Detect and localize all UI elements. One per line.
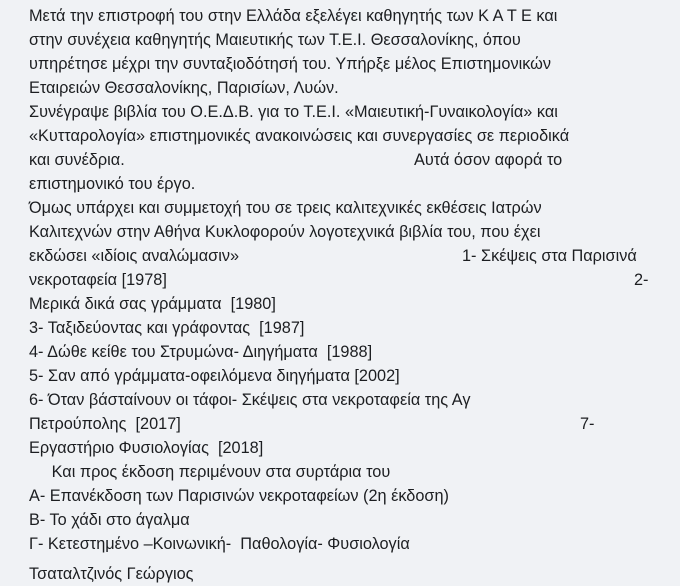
- post-line: στην συνέχεια καθηγητής Μαιευτικής των Τ.Ε.Ι. Θεσσαλονίκης, όπου: [29, 31, 521, 49]
- author-signature: Τσαταλτζινός Γεώργιος: [29, 565, 194, 583]
- post-line: νεκροταφεία [1978]: [29, 271, 167, 289]
- post-line: εκδώσει «ιδίοις αναλώμασιν»: [29, 247, 240, 265]
- post-line: και συνέδρια.: [29, 151, 125, 169]
- post-line: Εργαστήριο Φυσιολογίας [2018]: [29, 439, 264, 457]
- post-line: Όμως υπάρχει και συμμετοχή του σε τρεις καλιτεχνικές εκθέσεις Ιατρών: [29, 199, 542, 217]
- post-line: Πετρούπολης [2017]: [29, 415, 181, 433]
- post-line: Μετά την επιστροφή του στην Ελλάδα εξελέγει καθηγητής των Κ Α Τ Ε και: [29, 7, 558, 25]
- post-line: Α- Επανέκδοση των Παρισινών νεκροταφείων (2η έκδοση): [29, 487, 449, 505]
- post-line-right: 2-: [634, 271, 649, 289]
- post-line: 6- Όταν βάσταίνουν οι τάφοι- Σκέψεις στα νεκροταφεία της Αγ: [29, 391, 471, 409]
- post-line: Καλιτεχνών στην Αθήνα Κυκλοφορούν λογοτεχνικά βιβλία του, που έχει: [29, 223, 541, 241]
- post-line: Εταιρειών Θεσσαλονίκης, Παρισίων, Λυών.: [29, 79, 339, 97]
- post-line: 4- Δώθε κείθε του Στρυμώνα- Διηγήματα [1988]: [29, 343, 373, 361]
- post-line: «Κυτταρολογία» επιστημονικές ανακοινώσεις και συνεργασίες σε περιοδικά: [29, 127, 570, 145]
- post-line: Συνέγραψε βιβλία του Ο.Ε.Δ.Β. για το Τ.Ε.Ι. «Μαιευτική-Γυναικολογία» και: [29, 103, 558, 121]
- post-line: υπηρέτησε μέχρι την συνταξιοδότησή του. Υπήρξε μέλος Επιστημονικών: [29, 55, 552, 73]
- post-line: Β- Το χάδι στο άγαλμα: [29, 511, 190, 529]
- post-line: Μερικά δικά σας γράμματα [1980]: [29, 295, 276, 313]
- post-line: 5- Σαν από γράμματα-οφειλόμενα διηγήματα [2002]: [29, 367, 400, 385]
- post-line-right: 7-: [580, 415, 595, 433]
- post-line-right: 1- Σκέψεις στα Παρισινά: [462, 247, 637, 265]
- post-line-right: Αυτά όσον αφορά το: [414, 151, 563, 169]
- post-line: επιστημονικό του έργο.: [29, 175, 196, 193]
- post-line: Και προς έκδοση περιμένουν στα συρτάρια του: [29, 463, 391, 481]
- post-line: Γ- Κετεστημένο –Κοινωνική- Παθολογία- Φυσιολογία: [29, 535, 410, 553]
- post-line: 3- Ταξιδεύοντας και γράφοντας [1987]: [29, 319, 305, 337]
